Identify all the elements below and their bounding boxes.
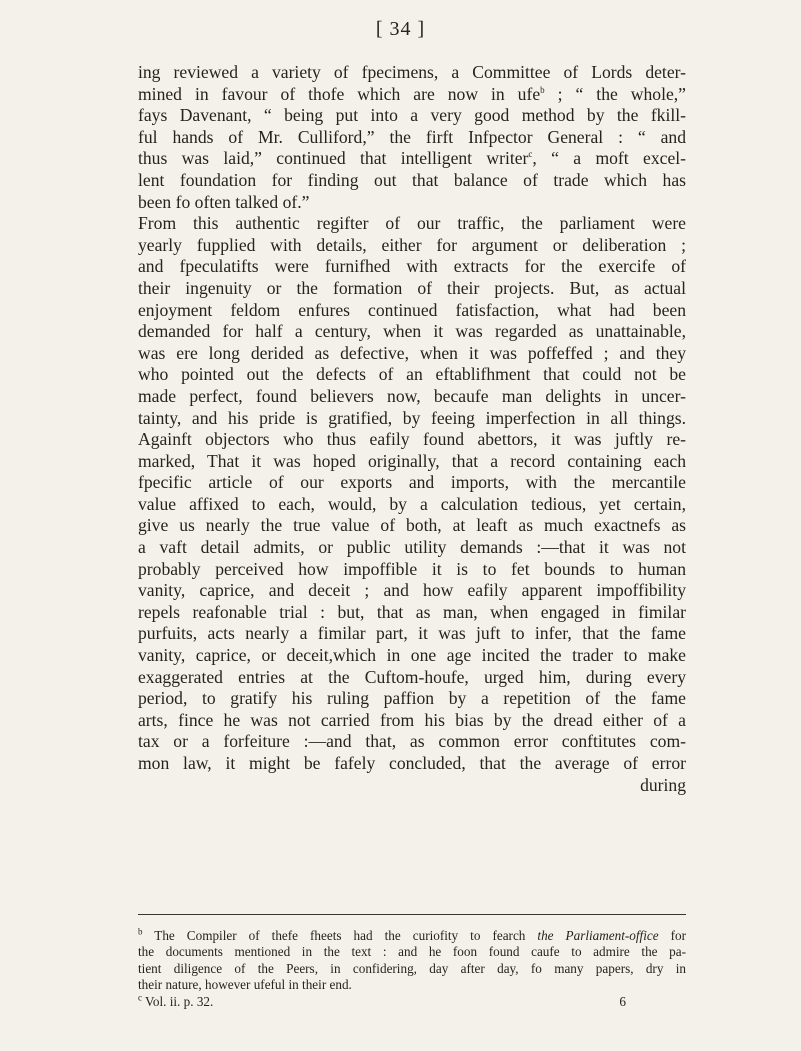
- footnote-line: their nature, however ufeful in their end.: [138, 977, 352, 993]
- footnote-c: $^c$ Vol. ii. p. 32. 6: [138, 994, 686, 1010]
- text-line: ing reviewed a variety of fpecimens, a Committee of Lords deter-: [138, 62, 686, 82]
- text-line: repels reafonable trial : but, that as man, when engaged in fimilar: [138, 601, 686, 622]
- footnotes: [138, 928, 686, 1010]
- footnote-marker-c: c: [138, 992, 142, 1003]
- footnote-b: $^b$ The Compiler of thefe fheets had the curiofity to fearch the Parliament-office for: [138, 926, 686, 943]
- text-line: vanity, caprice, and deceit ; and how eafily apparent impoffibility: [138, 580, 686, 601]
- text-line: give us nearly the true value of both, at leaft as much exactnefs as: [138, 515, 686, 536]
- text-line: exaggerated entries at the Cuftom-houfe, urged him, during every: [138, 666, 686, 687]
- text-line: yearly fupplied with details, either for argument or deliberation ;: [138, 234, 686, 255]
- footnote-ref-b: b: [540, 84, 545, 95]
- text-line: demanded for half a century, when it was regarded as unattainable,: [138, 321, 686, 342]
- signature-mark: 6: [619, 993, 626, 1009]
- text-line: tainty, and his pride is gratified, by feeing imperfection in all things.: [138, 407, 686, 428]
- footnote-ref-c: c: [528, 149, 533, 160]
- page-number: [ 34 ]: [375, 18, 426, 40]
- text-line: ful hands of Mr. Culliford,” the firft Infpector General : “ and: [138, 126, 686, 147]
- text-line: Againft objectors who thus eafily found abettors, it was juftly re-: [138, 429, 686, 450]
- footnote-marker-b: b: [138, 926, 143, 937]
- text-line: mined in favour of thofe which are now in ufe$^b$ ; “ the whole,”: [138, 83, 686, 104]
- text-line: probably perceived how impoffible it is to fet bounds to human: [138, 558, 686, 579]
- text-line: period, to gratify his ruling paffion by a repetition of the fame: [138, 688, 686, 709]
- text-line: been fo often talked of.”: [138, 191, 310, 212]
- text-line: lent foundation for finding out that balance of trade which has: [138, 169, 686, 190]
- text-line: tax or a forfeiture :—and that, as common error conftitutes com-: [138, 731, 686, 752]
- text-line: who pointed out the defects of an eftablifhment that could not be: [138, 364, 686, 385]
- text-line: made perfect, found believers now, becaufe man delights in uncer-: [138, 385, 686, 406]
- footnote-italic: the Parliament-office: [537, 928, 659, 943]
- text-line: their ingenuity or the formation of their projects. But, as actual: [138, 277, 686, 298]
- text-line: purfuits, acts nearly a fimilar part, it was juft to infer, that the fame: [138, 623, 686, 644]
- text-line: value affixed to each, would, by a calculation tedious, yet certain,: [138, 493, 686, 514]
- text-line: vanity, caprice, or deceit,which in one age incited the trader to make: [138, 645, 686, 666]
- text-line: and fpeculatifts were furnifhed with extracts for the exercife of: [138, 256, 686, 277]
- text-line: marked, That it was hoped originally, that a record containing each: [138, 450, 686, 471]
- footnote-line: tient diligence of the Peers, in confidering, day after day, fo many papers, dry in: [138, 960, 686, 976]
- text-line: enjoyment feldom enfures continued fatisfaction, what had been: [138, 299, 686, 320]
- text-line: was ere long derided as defective, when it was poffeffed ; and they: [138, 342, 686, 363]
- catchword: during: [640, 774, 686, 795]
- text-line: fpecific article of our exports and imports, with the mercantile: [138, 472, 686, 493]
- footnote-rule: [138, 914, 686, 915]
- body-text: [138, 62, 686, 796]
- text-line: arts, fince he was not carried from his bias by the dread either of a: [138, 709, 686, 730]
- text-line: From this authentic regifter of our traffic, the parliament were: [138, 213, 686, 234]
- text-line: thus was laid,” continued that intelligent writer$^c$, “ a moft excel-: [138, 148, 686, 169]
- text-line: mon law, it might be fafely concluded, that the average of error: [138, 753, 686, 773]
- text-line: fays Davenant, “ being put into a very good method by the fkill-: [138, 105, 686, 126]
- footnote-line: the documents mentioned in the text : and he foon found caufe to admire the pa-: [138, 944, 686, 960]
- text-line: a vaft detail admits, or public utility demands :—that it was not: [138, 537, 686, 558]
